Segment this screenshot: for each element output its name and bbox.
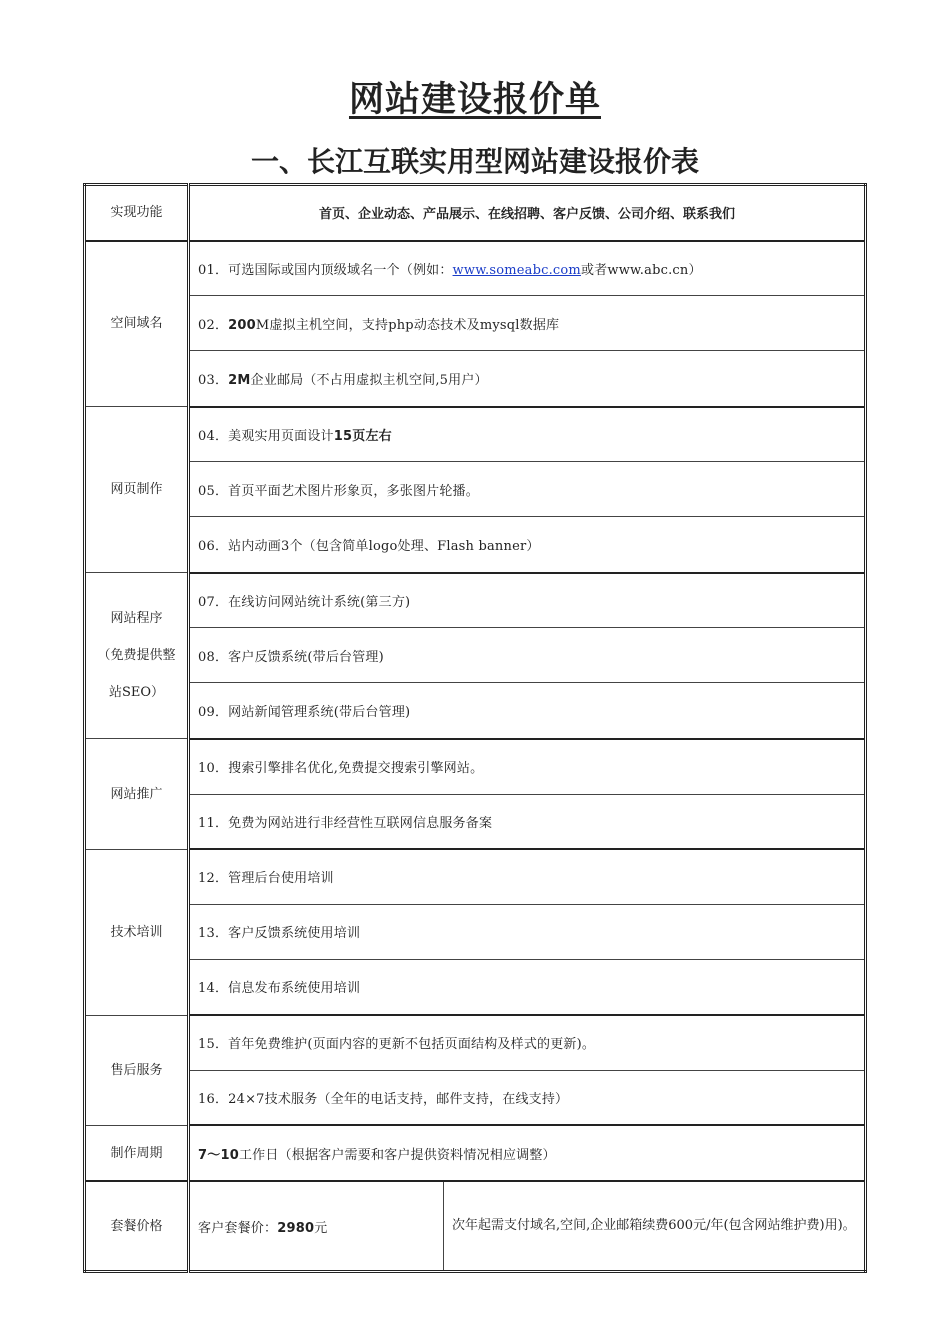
category-cycle: 制作周期 [85,1125,189,1181]
header-label: 实现功能 [85,185,189,241]
table-row [85,462,866,517]
item-12: 12．管理后台使用培训 [189,849,866,904]
table-row [85,351,866,407]
category-program-line3: 站SEO） [108,685,165,701]
table-row [85,1181,866,1271]
category-price: 套餐价格 [85,1181,189,1271]
table-row [85,573,866,628]
header-content: 首页、企业动态、产品展示、在线招聘、客户反馈、公司介绍、联系我们 [189,185,866,241]
item-07: 07．在线访问网站统计系统(第三方) [189,573,866,628]
table-row [85,1070,866,1125]
category-program-line1: 网站程序 [110,611,163,627]
table-row [85,849,866,904]
category-training: 技术培训 [85,849,189,1015]
table-row [85,904,866,959]
item-03: 03．2M企业邮局（不占用虚拟主机空间,5用户） [189,351,866,407]
example-domain-link[interactable]: www.someabc.com [452,262,581,278]
table-row [85,517,866,573]
header-row [85,185,866,241]
category-program [85,573,189,739]
document-subtitle: 一、长江互联实用型网站建设报价表 [250,145,699,178]
item-04: 04．美观实用页面设计15页左右 [189,407,866,462]
table-row [85,1015,866,1070]
category-domain: 空间域名 [85,241,189,407]
table-row [85,794,866,849]
item-cycle: 7～10工作日（根据客户需要和客户提供资料情况相应调整） [189,1125,866,1181]
table-row [85,959,866,1015]
category-service: 售后服务 [85,1015,189,1125]
item-14: 14．信息发布系统使用培训 [189,959,866,1015]
item-16: 16．24×7技术服务（全年的电话支持，邮件支持，在线支持） [189,1070,866,1125]
table-row [85,1125,866,1181]
category-web: 网页制作 [85,407,189,573]
table-row [85,739,866,794]
category-promotion: 网站推广 [85,739,189,849]
category-program-line2: （免费提供整 [97,648,176,664]
item-11: 11．免费为网站进行非经营性互联网信息服务备案 [189,794,866,849]
item-06: 06．站内动画3个（包含简单logo处理、Flash banner） [189,517,866,573]
table-row [85,683,866,739]
table-row [85,628,866,683]
quote-table [83,183,867,1273]
item-15: 15．首年免费维护(页面内容的更新不包括页面结构及样式的更新)。 [189,1015,866,1070]
item-price: 客户套餐价：2980元 [189,1181,444,1271]
item-01: 01．可选国际或国内顶级域名一个（例如：www.someabc.com或者www.abc.cn） [189,241,866,296]
item-05: 05．首页平面艺术图片形象页，多张图片轮播。 [189,462,866,517]
item-08: 08．客户反馈系统(带后台管理) [189,628,866,683]
item-price-note: 次年起需支付域名,空间,企业邮箱续费600元/年(包含网站维护费)用)。 [444,1181,866,1271]
document-title: 网站建设报价单 [348,80,601,120]
item-09: 09．网站新闻管理系统(带后台管理) [189,683,866,739]
item-02: 02．200M虚拟主机空间，支持php动态技术及mysql数据库 [189,296,866,351]
item-13: 13．客户反馈系统使用培训 [189,904,866,959]
table-row [85,407,866,462]
table-row [85,241,866,296]
table-row [85,296,866,351]
item-10: 10．搜索引擎排名优化,免费提交搜索引擎网站。 [189,739,866,794]
